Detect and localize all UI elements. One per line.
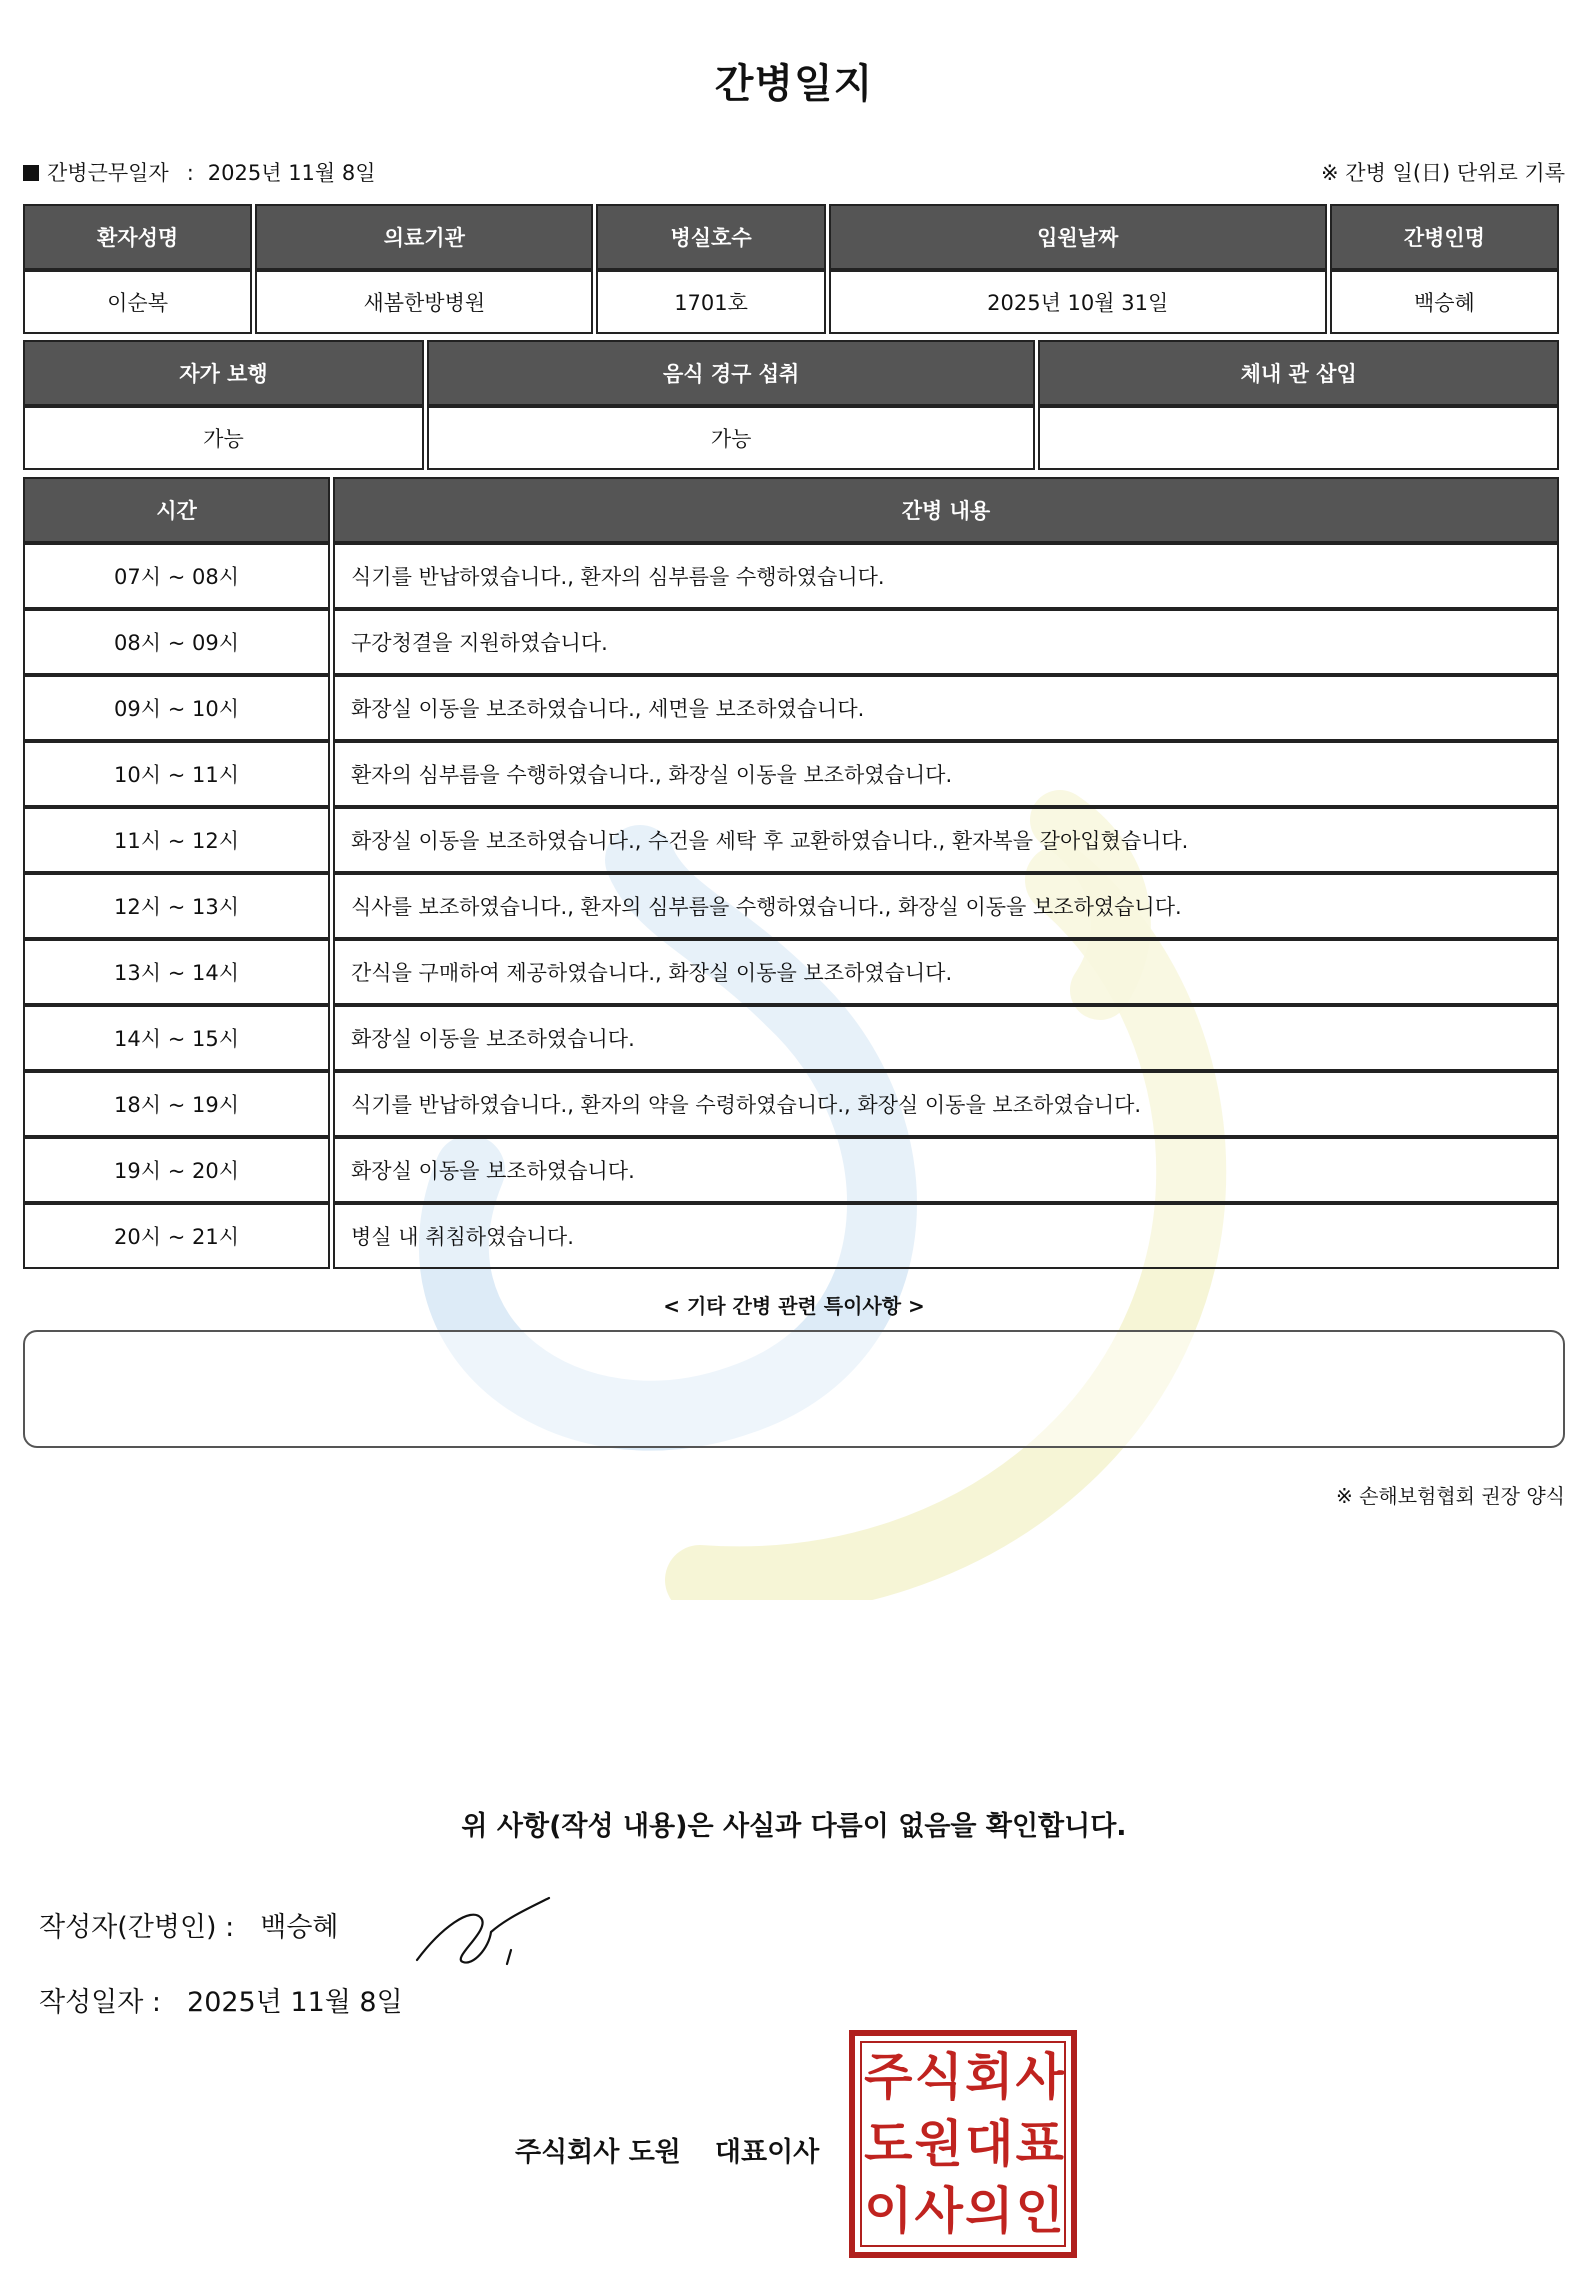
- log-content: 화장실 이동을 보조하였습니다.: [333, 1137, 1559, 1203]
- log-content: 식기를 반납하였습니다., 환자의 약을 수령하였습니다., 화장실 이동을 보조하였습니다.: [333, 1071, 1559, 1137]
- patient-name: 이순복: [23, 270, 252, 334]
- header-tube-insertion: 체내 관 삽입: [1038, 340, 1559, 406]
- table-row: [23, 675, 1559, 741]
- log-time: 19시 ~ 20시: [23, 1137, 330, 1203]
- seal-character: 대: [965, 2114, 1012, 2173]
- table-row: [23, 807, 1559, 873]
- log-content: 구강청결을 지원하였습니다.: [333, 609, 1559, 675]
- log-time: 07시 ~ 08시: [23, 543, 330, 609]
- work-date-value: 2025년 11월 8일: [207, 161, 376, 185]
- header-time: 시간: [23, 477, 330, 543]
- header-walking: 자가 보행: [23, 340, 424, 406]
- log-time: 09시 ~ 10시: [23, 675, 330, 741]
- work-date-label: 간병근무일자: [47, 161, 169, 185]
- seal-character: 인: [1015, 2182, 1062, 2241]
- special-notes-box: [23, 1330, 1565, 1448]
- header-oral-intake: 음식 경구 섭취: [427, 340, 1036, 406]
- patient-info-header-row: [23, 204, 1559, 270]
- log-time: 20시 ~ 21시: [23, 1203, 330, 1269]
- log-content: 화장실 이동을 보조하였습니다.: [333, 1005, 1559, 1071]
- hospital-name: 새봄한방병원: [255, 270, 593, 334]
- confirmation-statement: 위 사항(작성 내용)은 사실과 다름이 없음을 확인합니다.: [461, 1811, 1127, 1842]
- oral-intake-status: 가능: [427, 406, 1036, 470]
- work-date-separator: :: [186, 161, 194, 185]
- work-date: [23, 157, 376, 187]
- writer-name: 백승혜: [260, 1912, 339, 1943]
- table-row: [23, 1071, 1559, 1137]
- log-content: 환자의 심부름을 수행하였습니다., 화장실 이동을 보조하였습니다.: [333, 741, 1559, 807]
- header-care-content: 간병 내용: [333, 477, 1559, 543]
- header-hospital: 의료기관: [255, 204, 593, 270]
- log-content: 식기를 반납하였습니다., 환자의 심부름을 수행하였습니다.: [333, 543, 1559, 609]
- representative-title: 대표이사: [714, 2137, 820, 2168]
- written-date-value: 2025년 11월 8일: [187, 1987, 403, 2018]
- log-time: 10시 ~ 11시: [23, 741, 330, 807]
- caregiver-name: 백승혜: [1330, 270, 1559, 334]
- company-name: 주식회사 도원: [515, 2137, 681, 2168]
- table-row: [23, 609, 1559, 675]
- room-number: 1701호: [596, 270, 825, 334]
- seal-character: 주: [864, 2047, 911, 2106]
- seal-character: 원: [914, 2114, 961, 2173]
- table-row: [23, 1137, 1559, 1203]
- company-seal-stamp: [849, 2030, 1077, 2258]
- form-footnote: ※ 손해보험협회 권장 양식: [1335, 1484, 1565, 1508]
- patient-status-header-row: [23, 340, 1559, 406]
- log-time: 18시 ~ 19시: [23, 1071, 330, 1137]
- log-content: 화장실 이동을 보조하였습니다., 세면을 보조하였습니다.: [333, 675, 1559, 741]
- table-row: [23, 543, 1559, 609]
- log-time: 12시 ~ 13시: [23, 873, 330, 939]
- writer-label: 작성자(간병인) :: [39, 1912, 235, 1943]
- writer-line: [39, 1905, 339, 1944]
- log-content: 화장실 이동을 보조하였습니다., 수건을 세탁 후 교환하였습니다., 환자복을 갈아입혔습니다.: [333, 807, 1559, 873]
- patient-info-table: [20, 204, 1562, 334]
- log-content: 식사를 보조하였습니다., 환자의 심부름을 수행하였습니다., 화장실 이동을 보조하였습니다.: [333, 873, 1559, 939]
- table-row: [23, 1203, 1559, 1269]
- record-unit-note: ※ 간병 일(日) 단위로 기록: [1321, 161, 1565, 185]
- table-row: [23, 873, 1559, 939]
- table-row: [23, 939, 1559, 1005]
- square-bullet-icon: [23, 165, 39, 181]
- log-time: 14시 ~ 15시: [23, 1005, 330, 1071]
- admission-date: 2025년 10월 31일: [829, 270, 1327, 334]
- table-row: [23, 741, 1559, 807]
- seal-character: 식: [914, 2047, 961, 2106]
- seal-character: 회: [965, 2047, 1012, 2106]
- log-time: 08시 ~ 09시: [23, 609, 330, 675]
- walking-status: 가능: [23, 406, 424, 470]
- header-admission-date: 입원날짜: [829, 204, 1327, 270]
- seal-grid: [860, 2041, 1066, 2247]
- seal-character: 표: [1015, 2114, 1062, 2173]
- header-room: 병실호수: [596, 204, 825, 270]
- care-log-header-row: [23, 477, 1559, 543]
- patient-status-value-row: [23, 406, 1559, 470]
- header-caregiver: 간병인명: [1330, 204, 1559, 270]
- seal-character: 의: [965, 2182, 1012, 2241]
- seal-character: 도: [864, 2114, 911, 2173]
- tube-insertion-status: [1038, 406, 1559, 470]
- company-line: [515, 2130, 819, 2169]
- care-log-table: [20, 477, 1562, 1269]
- seal-character: 사: [1015, 2047, 1062, 2106]
- patient-status-table: [20, 340, 1562, 470]
- written-date-line: [39, 1980, 403, 2019]
- table-row: [23, 1005, 1559, 1071]
- page-title: 간병일지: [714, 61, 874, 107]
- special-notes-title: < 기타 간병 관련 특이사항 >: [663, 1294, 925, 1318]
- log-content: 간식을 구매하여 제공하였습니다., 화장실 이동을 보조하였습니다.: [333, 939, 1559, 1005]
- log-time: 13시 ~ 14시: [23, 939, 330, 1005]
- written-date-label: 작성일자 :: [39, 1987, 162, 2018]
- log-time: 11시 ~ 12시: [23, 807, 330, 873]
- log-content: 병실 내 취침하였습니다.: [333, 1203, 1559, 1269]
- patient-info-value-row: [23, 270, 1559, 334]
- header-patient-name: 환자성명: [23, 204, 252, 270]
- seal-character: 사: [914, 2182, 961, 2241]
- seal-character: 이: [864, 2182, 911, 2241]
- handwritten-signature: [411, 1888, 561, 1968]
